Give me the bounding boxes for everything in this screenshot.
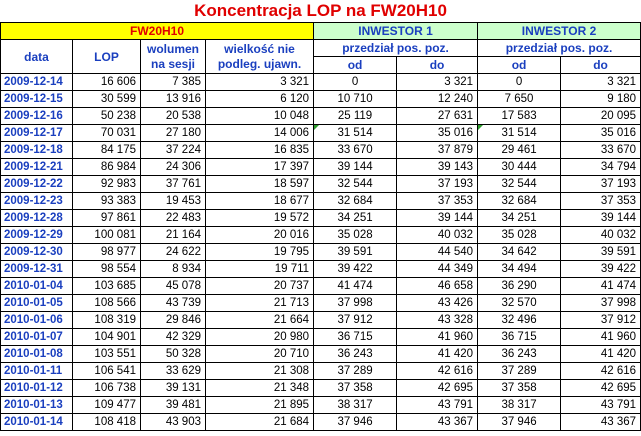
cell-date: 2010-01-07 xyxy=(1,329,73,346)
cell-date: 2009-12-18 xyxy=(1,142,73,159)
cell-inv1-do: 37 879 xyxy=(397,142,478,159)
cell-inv1-do: 41 420 xyxy=(397,346,478,363)
page-title: Koncentracja LOP na FW20H10 xyxy=(194,1,447,20)
header-przedzial-2: przedział pos. poz. xyxy=(478,40,641,57)
cell-wielkosc: 19 711 xyxy=(206,261,314,278)
cell-inv1-do: 3 321 xyxy=(397,74,478,91)
cell-inv1-do: 42 695 xyxy=(397,380,478,397)
cell-inv2-od: 37 358 xyxy=(478,380,561,397)
cell-lop: 103 685 xyxy=(73,278,141,295)
header-wolumen: wolumen na sesji xyxy=(141,40,206,74)
cell-date: 2009-12-30 xyxy=(1,244,73,261)
cell-wolumen: 42 329 xyxy=(141,329,206,346)
cell-wolumen: 7 385 xyxy=(141,74,206,91)
cell-wolumen: 50 328 xyxy=(141,346,206,363)
cell-inv1-od: 0 xyxy=(314,74,397,91)
group-fw20h10: FW20H10 xyxy=(1,23,314,40)
cell-lop: 108 319 xyxy=(73,312,141,329)
cell-inv1-od: 37 946 xyxy=(314,414,397,431)
table-row xyxy=(1,74,641,91)
cell-lop: 84 175 xyxy=(73,142,141,159)
cell-wielkosc: 16 835 xyxy=(206,142,314,159)
table-body xyxy=(1,74,641,431)
cell-inv2-od: 32 684 xyxy=(478,193,561,210)
cell-inv1-do: 41 960 xyxy=(397,329,478,346)
cell-inv1-do: 40 032 xyxy=(397,227,478,244)
cell-wolumen: 39 131 xyxy=(141,380,206,397)
cell-inv2-od: 37 946 xyxy=(478,414,561,431)
cell-wolumen: 21 164 xyxy=(141,227,206,244)
cell-date: 2009-12-23 xyxy=(1,193,73,210)
cell-inv1-do: 46 658 xyxy=(397,278,478,295)
cell-date: 2010-01-12 xyxy=(1,380,73,397)
cell-inv2-od: 34 251 xyxy=(478,210,561,227)
cell-inv1-od: 25 119 xyxy=(314,108,397,125)
cell-wielkosc: 19 795 xyxy=(206,244,314,261)
table-row xyxy=(1,91,641,108)
cell-inv2-od: 31 514 xyxy=(478,125,561,142)
cell-inv2-do: 39 422 xyxy=(561,261,641,278)
cell-lop: 70 031 xyxy=(73,125,141,142)
cell-lop: 30 599 xyxy=(73,91,141,108)
cell-wolumen: 39 481 xyxy=(141,397,206,414)
cell-wielkosc: 6 120 xyxy=(206,91,314,108)
cell-date: 2009-12-29 xyxy=(1,227,73,244)
cell-wielkosc: 14 006 xyxy=(206,125,314,142)
table-row xyxy=(1,125,641,142)
cell-wielkosc: 18 597 xyxy=(206,176,314,193)
cell-wielkosc: 19 572 xyxy=(206,210,314,227)
cell-inv1-od: 37 358 xyxy=(314,380,397,397)
cell-wielkosc: 20 710 xyxy=(206,346,314,363)
cell-inv2-do: 37 193 xyxy=(561,176,641,193)
cell-wielkosc: 21 348 xyxy=(206,380,314,397)
cell-date: 2009-12-22 xyxy=(1,176,73,193)
cell-inv1-od: 37 912 xyxy=(314,312,397,329)
cell-inv2-do: 37 998 xyxy=(561,295,641,312)
cell-inv2-do: 37 353 xyxy=(561,193,641,210)
cell-lop: 98 554 xyxy=(73,261,141,278)
cell-lop: 103 551 xyxy=(73,346,141,363)
cell-inv2-do: 43 791 xyxy=(561,397,641,414)
cell-inv2-do: 41 474 xyxy=(561,278,641,295)
cell-wolumen: 43 739 xyxy=(141,295,206,312)
cell-inv2-do: 40 032 xyxy=(561,227,641,244)
cell-date: 2010-01-08 xyxy=(1,346,73,363)
header-data: data xyxy=(1,40,73,74)
cell-lop: 16 606 xyxy=(73,74,141,91)
cell-wolumen: 20 538 xyxy=(141,108,206,125)
cell-inv2-od: 37 289 xyxy=(478,363,561,380)
cell-inv1-do: 27 631 xyxy=(397,108,478,125)
cell-inv1-od: 31 514 xyxy=(314,125,397,142)
cell-inv2-do: 34 794 xyxy=(561,159,641,176)
table-row xyxy=(1,278,641,295)
cell-inv1-do: 43 426 xyxy=(397,295,478,312)
cell-inv2-do: 41 960 xyxy=(561,329,641,346)
cell-date: 2009-12-21 xyxy=(1,159,73,176)
cell-inv2-do: 35 016 xyxy=(561,125,641,142)
cell-wolumen: 37 761 xyxy=(141,176,206,193)
cell-inv2-od: 34 642 xyxy=(478,244,561,261)
cell-date: 2009-12-16 xyxy=(1,108,73,125)
cell-lop: 108 566 xyxy=(73,295,141,312)
cell-wolumen: 24 306 xyxy=(141,159,206,176)
cell-inv2-do: 33 670 xyxy=(561,142,641,159)
cell-inv2-do: 43 367 xyxy=(561,414,641,431)
cell-wolumen: 24 622 xyxy=(141,244,206,261)
cell-inv2-do: 20 095 xyxy=(561,108,641,125)
header-przedzial-1: przedział pos. poz. xyxy=(314,40,478,57)
cell-inv1-od: 39 591 xyxy=(314,244,397,261)
cell-inv1-do: 42 616 xyxy=(397,363,478,380)
cell-inv1-do: 37 353 xyxy=(397,193,478,210)
cell-wolumen: 45 078 xyxy=(141,278,206,295)
cell-lop: 93 383 xyxy=(73,193,141,210)
cell-inv2-od: 17 583 xyxy=(478,108,561,125)
cell-wielkosc: 21 713 xyxy=(206,295,314,312)
cell-wielkosc: 20 016 xyxy=(206,227,314,244)
cell-lop: 92 983 xyxy=(73,176,141,193)
cell-inv2-od: 0 xyxy=(478,74,561,91)
cell-wolumen: 33 629 xyxy=(141,363,206,380)
cell-inv1-od: 41 474 xyxy=(314,278,397,295)
cell-date: 2010-01-05 xyxy=(1,295,73,312)
cell-lop: 108 418 xyxy=(73,414,141,431)
cell-inv2-od: 29 461 xyxy=(478,142,561,159)
cell-inv2-od: 36 243 xyxy=(478,346,561,363)
cell-inv1-od: 36 243 xyxy=(314,346,397,363)
column-header-row xyxy=(1,40,641,57)
group-header-row xyxy=(1,23,641,40)
table-row xyxy=(1,142,641,159)
header-wielkosc: wielkość nie podleg. ujawn. xyxy=(206,40,314,74)
cell-lop: 104 901 xyxy=(73,329,141,346)
table-row xyxy=(1,244,641,261)
cell-wielkosc: 21 664 xyxy=(206,312,314,329)
cell-lop: 98 977 xyxy=(73,244,141,261)
cell-wielkosc: 3 321 xyxy=(206,74,314,91)
cell-wielkosc: 21 684 xyxy=(206,414,314,431)
table-row xyxy=(1,159,641,176)
cell-date: 2009-12-28 xyxy=(1,210,73,227)
cell-lop: 50 238 xyxy=(73,108,141,125)
lop-table xyxy=(0,22,641,431)
cell-inv2-od: 30 444 xyxy=(478,159,561,176)
cell-inv1-od: 38 317 xyxy=(314,397,397,414)
cell-date: 2010-01-14 xyxy=(1,414,73,431)
cell-inv1-od: 32 684 xyxy=(314,193,397,210)
header-lop: LOP xyxy=(73,40,141,74)
cell-lop: 106 738 xyxy=(73,380,141,397)
cell-inv1-od: 10 710 xyxy=(314,91,397,108)
cell-inv2-od: 32 570 xyxy=(478,295,561,312)
cell-inv2-od: 34 494 xyxy=(478,261,561,278)
table-row xyxy=(1,176,641,193)
cell-date: 2010-01-11 xyxy=(1,363,73,380)
cell-inv1-do: 43 367 xyxy=(397,414,478,431)
cell-inv1-do: 39 144 xyxy=(397,210,478,227)
cell-inv2-od: 32 544 xyxy=(478,176,561,193)
cell-date: 2010-01-04 xyxy=(1,278,73,295)
table-row xyxy=(1,108,641,125)
table-row xyxy=(1,210,641,227)
cell-inv2-od: 35 028 xyxy=(478,227,561,244)
table-row xyxy=(1,346,641,363)
cell-inv1-do: 12 240 xyxy=(397,91,478,108)
table-row xyxy=(1,193,641,210)
cell-inv1-od: 35 028 xyxy=(314,227,397,244)
table-row xyxy=(1,312,641,329)
cell-lop: 100 081 xyxy=(73,227,141,244)
cell-wielkosc: 18 677 xyxy=(206,193,314,210)
group-inwestor-2: INWESTOR 2 xyxy=(478,23,641,40)
cell-wielkosc: 21 308 xyxy=(206,363,314,380)
cell-date: 2009-12-17 xyxy=(1,125,73,142)
cell-wielkosc: 20 737 xyxy=(206,278,314,295)
cell-inv1-od: 39 144 xyxy=(314,159,397,176)
cell-inv1-od: 36 715 xyxy=(314,329,397,346)
cell-wolumen: 22 483 xyxy=(141,210,206,227)
cell-lop: 97 861 xyxy=(73,210,141,227)
table-row xyxy=(1,329,641,346)
cell-wolumen: 19 453 xyxy=(141,193,206,210)
cell-inv2-do: 42 616 xyxy=(561,363,641,380)
cell-inv1-do: 43 328 xyxy=(397,312,478,329)
table-row xyxy=(1,397,641,414)
cell-inv1-od: 32 544 xyxy=(314,176,397,193)
cell-wolumen: 8 934 xyxy=(141,261,206,278)
cell-inv1-od: 33 670 xyxy=(314,142,397,159)
cell-date: 2010-01-06 xyxy=(1,312,73,329)
table-row xyxy=(1,414,641,431)
cell-wielkosc: 21 895 xyxy=(206,397,314,414)
cell-date: 2009-12-15 xyxy=(1,91,73,108)
cell-inv2-do: 3 321 xyxy=(561,74,641,91)
cell-inv1-do: 35 016 xyxy=(397,125,478,142)
cell-inv2-od: 36 290 xyxy=(478,278,561,295)
cell-inv1-do: 44 540 xyxy=(397,244,478,261)
cell-lop: 106 541 xyxy=(73,363,141,380)
cell-wolumen: 29 846 xyxy=(141,312,206,329)
cell-inv2-do: 9 180 xyxy=(561,91,641,108)
cell-inv2-od: 7 650 xyxy=(478,91,561,108)
group-inwestor-1: INWESTOR 1 xyxy=(314,23,478,40)
table-row xyxy=(1,380,641,397)
table-row xyxy=(1,261,641,278)
cell-inv2-od: 36 715 xyxy=(478,329,561,346)
cell-inv2-od: 38 317 xyxy=(478,397,561,414)
cell-inv2-do: 41 420 xyxy=(561,346,641,363)
cell-lop: 86 984 xyxy=(73,159,141,176)
table-row xyxy=(1,363,641,380)
cell-inv2-do: 37 912 xyxy=(561,312,641,329)
cell-date: 2009-12-14 xyxy=(1,74,73,91)
header-od-1: od xyxy=(314,57,397,74)
cell-wolumen: 27 180 xyxy=(141,125,206,142)
table-row xyxy=(1,295,641,312)
cell-wielkosc: 10 048 xyxy=(206,108,314,125)
cell-wielkosc: 20 980 xyxy=(206,329,314,346)
cell-wolumen: 43 903 xyxy=(141,414,206,431)
cell-inv1-od: 34 251 xyxy=(314,210,397,227)
cell-wolumen: 13 916 xyxy=(141,91,206,108)
cell-inv1-od: 39 422 xyxy=(314,261,397,278)
cell-inv1-do: 37 193 xyxy=(397,176,478,193)
cell-wielkosc: 17 397 xyxy=(206,159,314,176)
cell-inv2-do: 42 695 xyxy=(561,380,641,397)
cell-inv1-od: 37 289 xyxy=(314,363,397,380)
header-do-2: do xyxy=(561,57,641,74)
cell-date: 2010-01-13 xyxy=(1,397,73,414)
cell-date: 2009-12-31 xyxy=(1,261,73,278)
header-do-1: do xyxy=(397,57,478,74)
cell-lop: 109 477 xyxy=(73,397,141,414)
cell-inv1-do: 39 143 xyxy=(397,159,478,176)
cell-inv2-od: 32 496 xyxy=(478,312,561,329)
cell-inv2-do: 39 144 xyxy=(561,210,641,227)
table-row xyxy=(1,227,641,244)
cell-wolumen: 37 224 xyxy=(141,142,206,159)
cell-inv1-od: 37 998 xyxy=(314,295,397,312)
cell-inv1-do: 43 791 xyxy=(397,397,478,414)
cell-inv2-do: 39 591 xyxy=(561,244,641,261)
cell-inv1-do: 44 349 xyxy=(397,261,478,278)
header-od-2: od xyxy=(478,57,561,74)
